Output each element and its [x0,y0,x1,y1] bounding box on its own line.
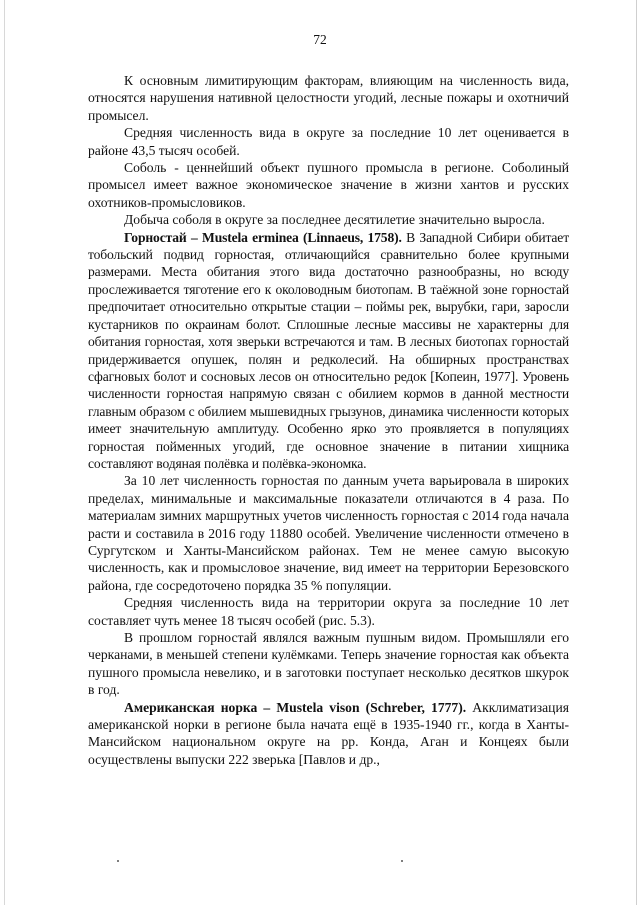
paragraph-stoat-numbers: За 10 лет численность горностая по данным учета варьировала в широких пределах, минимальные и максимальные показатели отличаются в 4 раза. По материалам зимних маршрутных учетов численность горностая с 2014 года начала расти и составила в 2016 году 11880 особей. Увеличение численности отмечено в Сургутском и Ханты-Мансийском районах. Тем не менее самую высокую численность, как и промысловое значение, вид имеет на территории Березовского района, где сосредоточено порядка 35 % популяции. [88,473,569,593]
heading-stoat: Горностай – Mustela erminea (Linnaeus, 1758). [124,229,402,245]
paragraph-sable-harvest: Добыча соболя в округе за последнее десятилетие значительно выросла. [124,212,545,228]
page-number: 72 [313,32,327,47]
paragraph-limiting-factors: К основным лимитирующим факторам, влияющим на численность вида, относятся нарушения нативной целостности угодий, лесные пожары и охотничий промысел. [88,73,569,123]
paragraph-sable-value: Соболь - ценнейший объект пушного промысла в регионе. Соболиный промысел имеет важное экономическое значение в жизни хантов и русских охотников-промысловиков. [88,160,569,210]
paragraph-sable-average: Средняя численность вида в округе за последние 10 лет оценивается в районе 43,5 тысяч особей. [88,125,569,158]
paragraph-stoat-average: Средняя численность вида на территории округа за последние 10 лет составляет чуть менее 18 тысяч особей (рис. 5.3). [88,595,569,628]
paragraph-stoat-history: В прошлом горностай являлся важным пушным видом. Промышляли его черканами, в меньшей степени кулёмками. Теперь значение горностая как объекта пушного промысла невелико, и в заготовки поступает несколько десятков шкурок в год. [88,630,569,698]
paragraph-mink: Американская норка – Mustela vison (Schreber, 1777). Акклиматизация американской норки в регионе была начата ещё в 1935-1940 гг., когда в Ханты-Мансийском национальном округе на рр. Конда, Аган и Концеях были осуществлены выпуски 222 зверька [Павлов и др., [88,699,569,767]
paragraph-stoat: Горностай – Mustela erminea (Linnaeus, 1758). В Западной Сибири обитает тобольский подвид горностая, отличающийся сравнительно более крупными размерами. Места обитания этого вида достаточно разнообразны, но всюду прослеживается тяготение его к околоводным биотопам. В таёжной зоне горностай предпочитает относительно открытые стации – поймы рек, вырубки, гари, заросли кустарников по окраинам болот. Сплошные лесные массивы не характерны для обитания горностая, хотя зверьки встречаются и там. В лесных биотопах горностай придерживается опушек, полян и редколесий. На обширных пространствах сфагновых болот и сосновых лесов он относительно редок [Копеин, 1977]. Уровень численности горностая напрямую связан с обилием кормов в данной местности главным образом с обилием мышевидных грызунов, динамика численности которых имеет значительную амплитуду. Особенно ярко это проявляется в популяциях горностая пойменных угодий, где основное значение в питании хищника составляют водяная полёвка и полёвка-экономка. [88,229,569,471]
heading-mink: Американская норка – Mustela vison (Schreber, 1777). [124,699,467,715]
